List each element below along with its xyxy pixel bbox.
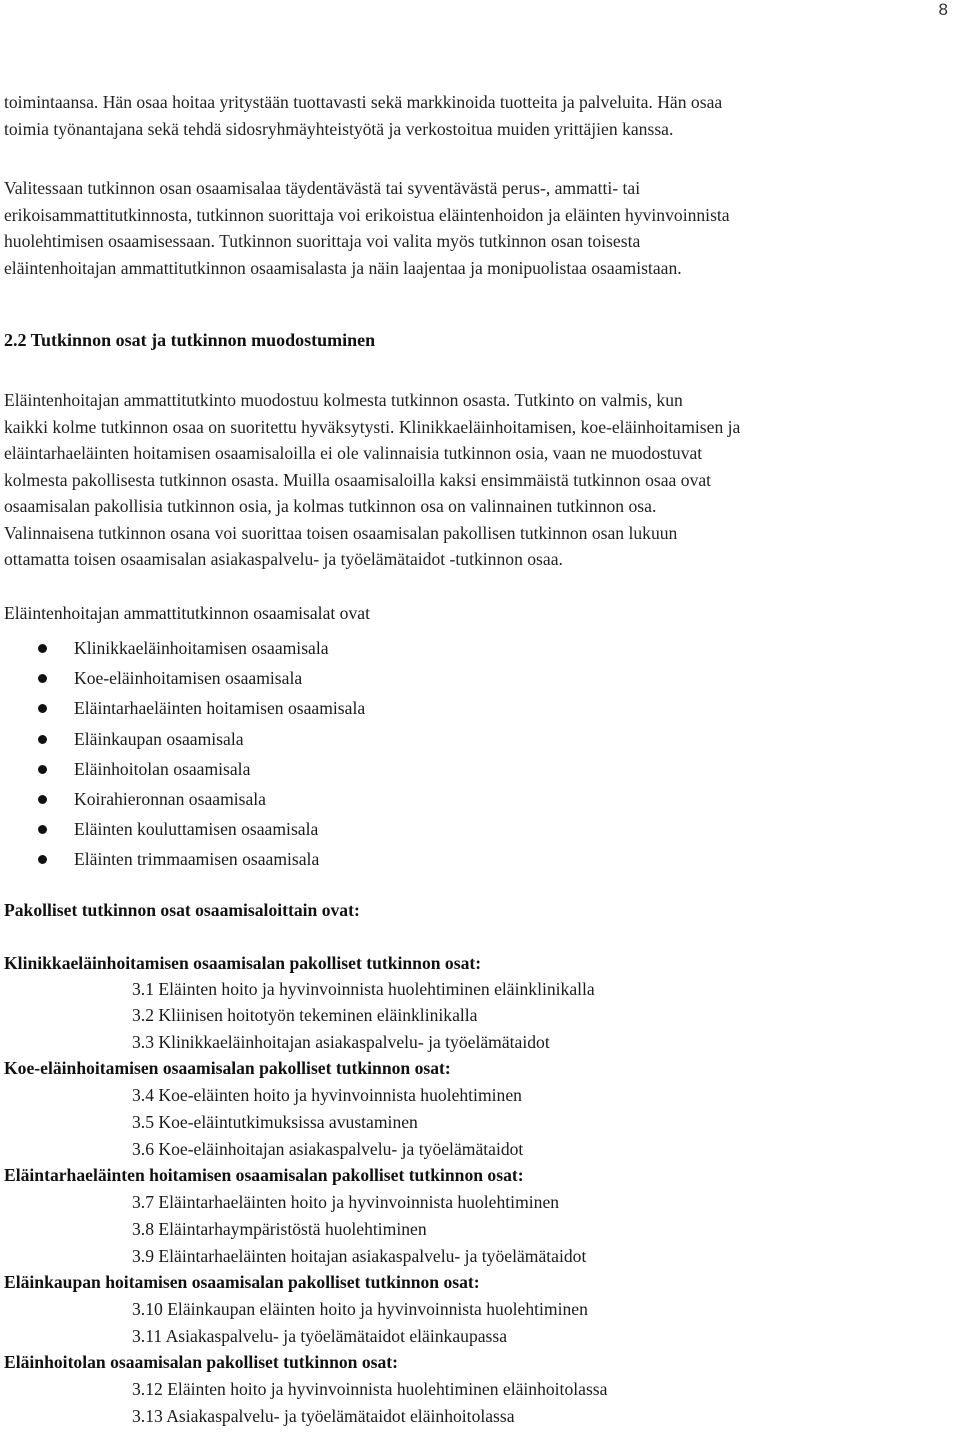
unit-item: 3.9 Eläintarhaeläinten hoitajan asiakaspalvelu- ja työelämätaidot xyxy=(132,1246,587,1266)
list-item-label: Eläinkaupan osaamisala xyxy=(74,728,244,749)
paragraph-line: osaamisalan pakollisia tutkinnon osia, ja kolmas tutkinnon osa on valinnainen tutkinnon osa. xyxy=(4,496,657,516)
unit-item: 3.5 Koe-eläintutkimuksissa avustaminen xyxy=(132,1112,418,1132)
bullet-icon xyxy=(38,795,47,804)
list-item xyxy=(0,784,365,814)
list-item-label: Eläinhoitolan osaamisala xyxy=(74,758,251,779)
list-item-label: Eläinten trimmaamisen osaamisala xyxy=(74,849,320,870)
bullet-icon xyxy=(38,825,47,834)
list-item xyxy=(0,814,365,844)
list-item-label: Koirahieronnan osaamisala xyxy=(74,788,266,809)
bullet-icon xyxy=(38,855,47,864)
list-item xyxy=(0,633,365,663)
section-paragraph xyxy=(4,387,956,573)
areas-list xyxy=(0,633,365,875)
bullet-icon xyxy=(38,765,47,774)
list-item xyxy=(0,724,365,754)
list-item-label: Eläintarhaeläinten hoitamisen osaamisala xyxy=(74,698,366,719)
group-title: Eläinkaupan hoitamisen osaamisalan pakolliset tutkinnon osat: xyxy=(4,1272,480,1292)
bullet-icon xyxy=(38,704,47,713)
choice-paragraph xyxy=(4,175,956,281)
bullet-icon xyxy=(38,735,47,744)
paragraph-line: ottamatta toisen osaamisalan asiakaspalvelu- ja työelämätaidot -tutkinnon osaa. xyxy=(4,549,563,569)
paragraph-line: kaikki kolme tutkinnon osaa on suoritettu hyväksytysti. Klinikkaeläinhoitamisen, koe-eläinhoitamisen ja xyxy=(4,416,741,437)
unit-item: 3.8 Eläintarhaympäristöstä huolehtiminen xyxy=(132,1219,427,1239)
section-heading: 2.2 Tutkinnon osat ja tutkinnon muodostuminen xyxy=(4,330,376,350)
bullet-icon xyxy=(38,674,47,683)
unit-item: 3.1 Eläinten hoito ja hyvinvoinnista huolehtiminen eläinklinikalla xyxy=(132,979,595,999)
unit-item: 3.13 Asiakaspalvelu- ja työelämätaidot eläinhoitolassa xyxy=(132,1406,515,1426)
paragraph-line: Valinnaisena tutkinnon osana voi suorittaa toisen osaamisalan pakollisen tutkinnon osan lukuun xyxy=(4,522,678,543)
mandatory-heading: Pakolliset tutkinnon osat osaamisaloittain ovat: xyxy=(4,900,360,920)
group-title: Klinikkaeläinhoitamisen osaamisalan pakolliset tutkinnon osat: xyxy=(4,953,482,973)
paragraph-line: Valitessaan tutkinnon osan osaamisalaa täydentävästä tai syventävästä perus-, ammatti- tai xyxy=(4,178,641,198)
list-item xyxy=(0,844,365,874)
list-item xyxy=(0,754,365,784)
unit-item: 3.3 Klinikkaeläinhoitajan asiakaspalvelu- ja työelämätaidot xyxy=(132,1032,550,1052)
unit-item: 3.4 Koe-eläinten hoito ja hyvinvoinnista huolehtiminen xyxy=(132,1085,522,1105)
page-number: 8 xyxy=(938,0,948,19)
list-item-label: Koe-eläinhoitamisen osaamisala xyxy=(74,668,303,689)
intro-paragraph xyxy=(4,89,956,142)
unit-item: 3.10 Eläinkaupan eläinten hoito ja hyvinvoinnista huolehtiminen xyxy=(132,1299,588,1319)
list-item xyxy=(0,663,365,693)
group-title: Eläinhoitolan osaamisalan pakolliset tutkinnon osat: xyxy=(4,1352,399,1372)
unit-item: 3.11 Asiakaspalvelu- ja työelämätaidot eläinkaupassa xyxy=(132,1326,508,1346)
paragraph-line: Eläintenhoitajan ammattitutkinto muodostuu kolmesta tutkinnon osasta. Tutkinto on valmis, kun xyxy=(4,390,683,410)
paragraph-line: kolmesta pakollisesta tutkinnon osasta. Muilla osaamisaloilla kaksi ensimmäistä tutkinnon osaa ovat xyxy=(4,469,712,490)
areas-list-intro: Eläintenhoitajan ammattitutkinnon osaamisalat ovat xyxy=(4,603,370,623)
list-item xyxy=(0,693,365,723)
list-item-label: Eläinten kouluttamisen osaamisala xyxy=(74,819,319,840)
unit-item: 3.7 Eläintarhaeläinten hoito ja hyvinvoinnista huolehtiminen xyxy=(132,1192,560,1212)
paragraph-line: eläintarhaeläinten hoitamisen osaamisaloilla ei ole valinnaisia tutkinnon osia, vaan ne muodostuvat xyxy=(4,443,703,463)
paragraph-line: toimintaansa. Hän osaa hoitaa yritystään tuottavasti sekä markkinoida tuotteita ja palveluita. Hän osaa xyxy=(4,92,723,112)
list-item-label: Klinikkaeläinhoitamisen osaamisala xyxy=(74,638,329,658)
unit-item: 3.2 Kliinisen hoitotyön tekeminen eläinklinikalla xyxy=(132,1005,478,1025)
group-title: Eläintarhaeläinten hoitamisen osaamisalan pakolliset tutkinnon osat: xyxy=(4,1165,524,1185)
paragraph-line: eläintenhoitajan ammattitutkinnon osaamisalasta ja näin laajentaa ja monipuolistaa osaamistaan. xyxy=(4,257,682,278)
bullet-icon xyxy=(38,644,47,653)
paragraph-line: erikoisammattitutkinnosta, tutkinnon suorittaja voi erikoistua eläintenhoidon ja eläinten hyvinvoinnista xyxy=(4,204,730,225)
group-title: Koe-eläinhoitamisen osaamisalan pakolliset tutkinnon osat: xyxy=(4,1058,451,1078)
unit-item: 3.12 Eläinten hoito ja hyvinvoinnista huolehtiminen eläinhoitolassa xyxy=(132,1379,608,1399)
unit-item: 3.6 Koe-eläinhoitajan asiakaspalvelu- ja työelämätaidot xyxy=(132,1139,524,1159)
paragraph-line: toimia työnantajana sekä tehdä sidosryhmäyhteistyötä ja verkostoitua muiden yrittäjien kanssa. xyxy=(4,118,674,139)
paragraph-line: huolehtimisen osaamisessaan. Tutkinnon suorittaja voi valita myös tutkinnon osan toisesta xyxy=(4,231,641,251)
